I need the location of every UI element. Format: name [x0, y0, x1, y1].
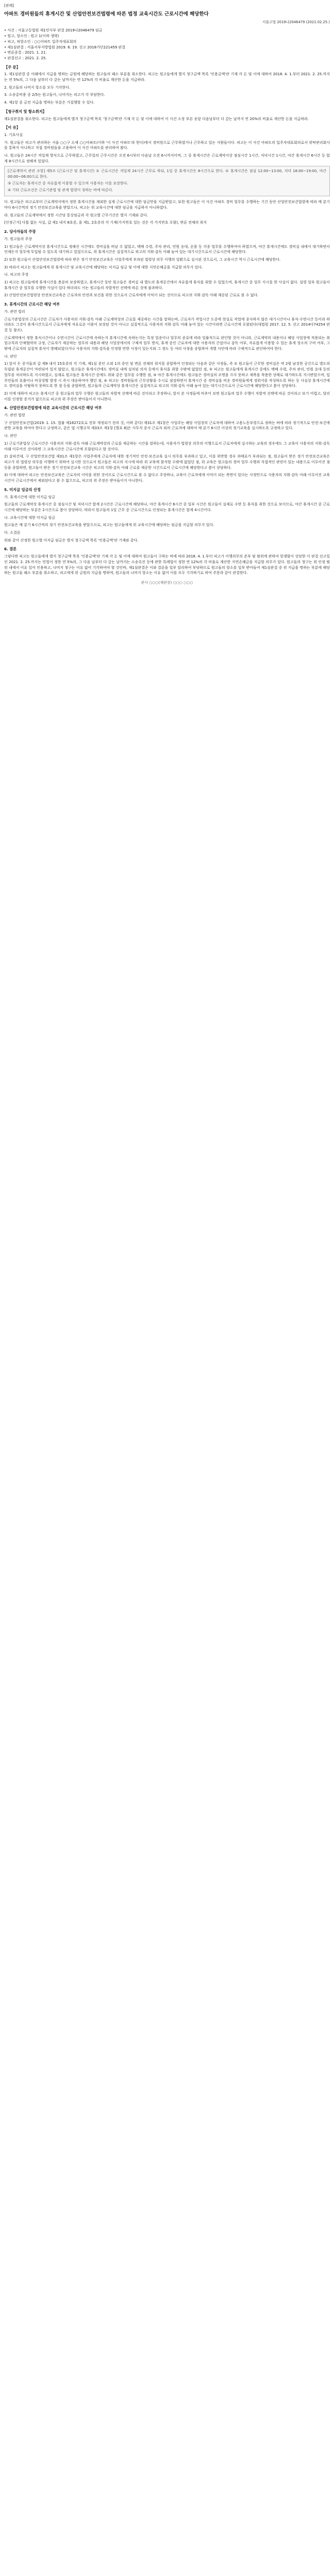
section-heading: 3. 휴게시간의 근로시간 해당 여부 — [4, 302, 60, 307]
body-paragraph: 다. 원고들은 피고로부터 근로계약서에서 정한 휴게시간을 제외한 실제 근로시간에 대한 임금만을 지급받았고, 또한 원고들은 이 사건 아파트 경비 업무를 수행하는 기간 동안 산업안전보건법령에 따라 매 분기마다 6시간씩의 정기 안전보건교육을 받았으나, 피고는 위 교육시간에 대한 임금을 지급하지 아니하였다. — [4, 200, 330, 210]
body-paragraph: 가. 원고들의 주장 — [4, 236, 32, 241]
body-paragraph: 나. 판단 — [4, 434, 17, 438]
section-heading: 4. 산업안전보건법령에 따른 교육시간의 근로시간 해당 여부 — [4, 405, 102, 411]
section-heading: 【청구취지 및 항소취지】 — [4, 109, 46, 114]
body-paragraph: 그렇다면 피고는 원고들에게 별지 청구금액 목록 '인용금액'란 기재 각 돈 및 이에 대하여 원고들이 구하는 바에 따라 2018. 4. 1.부터 피고가 이행의무의 존부 및 범위에 관하여 항쟁함이 상당한 이 판결 선고일인 2021. 2. 25.까지는 민법이 정한 연 5%의, 그 다음 날부터 다 갚는 날까지는 소송촉진 등에 관한 특례법이 정한 연 12%의 각 비율로 계산한 지연손해금을 지급할 의무가 있다. 원고들의 청구는 위 인정 범위 내에서 이유 있어 인용하고, 나머지 청구는 이유 없어 기각하여야 할 것인바, 제1심판결은 이와 결론을 일부 달리하여 부당하므로 원고들의 항소를 일부 받아들여 제1심판결 중 위 지급을 명하는 부분에 해당하는 원고들 패소 부분을 취소하고, 피고에게 위 금원의 지급을 명하며, 원고들의 나머지 항소는 이유 없어 이를 모두 기각하기로 하여 주문과 같이 판결한다. — [4, 554, 330, 575]
body-paragraph: 근로계약에서 정한 휴식시간이나 수면시간이 근로시간에 속하는지 휴게시간에 속하는지는 특정 업종이나 업무의 종류에 따라 일률적으로 판단할 것이 아니라, 근로계약의 내용이나 해당 사업장에 적용되는 취업규칙과 단체협약의 규정, 근로자가 제공하는 업무의 내용과 해당 사업장에서의 구체적 업무 방식, 휴게 중인 근로자에 대한 사용자의 간섭이나 감독 여부, 자유롭게 이용할 수 있는 휴게 장소의 구비 여부, 그 밖에 근로자의 실질적 휴식이 방해되었다거나 사용자의 지휘·감독을 인정할 만한 사정이 있는지와 그 정도 등 여러 사정을 종합하여 개별 사안에 따라 구체적으로 판단하여야 한다. — [4, 335, 330, 351]
body-paragraph: 2. 원고들의 나머지 항소를 모두 기각한다. — [4, 85, 71, 90]
body-paragraph: 2) 살피건대, 구 산업안전보건법 제31조 제1항은 사업주에게 근로자에 대한 정기적인 안전·보건교육 실시 의무를 부과하고 있고, 이를 위반할 경우 과태료가 부과되는 점, 원고들이 받은 정기 안전보건교육은 피고가 위 법령상 의무를 이행하기 위하여 실시한 것으로서 원고들은 피고의 지시에 따라 위 교육에 참석할 수밖에 없었던 점, 위 교육은 원고들의 경비 업무 수행과 직접적인 관련이 있는 내용으로 이루어진 점 등을 종합하면, 원고들이 받은 정기 안전보건교육 시간은 피고의 지휘·감독 아래 근로를 제공한 시간으로서 근로시간에 해당한다고 봄이 상당하다. — [4, 454, 330, 470]
section-heading: 【이 유】 — [4, 125, 20, 130]
body-paragraph: 원고들의 근로계약상 휴게시간 중 점심시간 및 저녁시간 합계 2시간은 근로시간에 해당하나, 야간 휴게시간 6시간 중 일부 시간은 원고들이 실제로 수면 등 휴식을 취한 것으로 보이므로, 야간 휴게시간 중 근로시간에 해당하는 부분은 2시간으로 봄이 상당하다. 따라서 원고들의 1일 근무 중 근로시간으로 인정되는 휴게시간은 합계 4시간이다. — [4, 502, 330, 512]
document-section — [4, 405, 330, 483]
body-paragraph: 4. 제1항 중 금전 지급을 명하는 부분은 가집행할 수 있다. — [4, 100, 95, 105]
body-paragraph: 2) 이에 대하여 피고는 휴게시간 중 원고들의 업무 수행은 원고들의 자발적 선택에 따른 것이라고 주장하나, 앞서 본 사정들에 비추어 보면 원고들의 업무 수행이 자발적 선택에 따른 것이라고 보기 어렵고, 달리 이를 인정할 증거가 없으므로 피고의 위 주장은 받아들이지 아니한다. — [4, 391, 330, 401]
document-section — [4, 199, 330, 226]
body-paragraph: 1. 기초사실 — [4, 132, 23, 137]
body-paragraph: 1) 원고들은 근로계약서상 휴게시간으로 정해진 시간에도 경비실을 떠날 수 없었고, 택배 수령, 주차 관리, 민원 응대, 순찰 등 각종 업무를 수행하여야 하였으며, 야간 휴게시간에도 경비실 내에서 대기하면서 언제든지 업무에 투입될 수 있도록 대기하고 있었으므로, 위 휴게시간은 실질적으로 피고의 지휘·감독 아래 놓여 있는 대기시간으로서 근로시간에 해당한다. — [4, 244, 330, 255]
document-section — [4, 229, 330, 298]
body-paragraph: 나. 교육시간에 대한 미지급 임금 — [4, 515, 56, 520]
body-paragraph: 2) 산업안전보건법령상 안전보건교육은 근로자의 안전과 보건을 위한 것으로서 근로자에게 이익이 되는 것이므로 피고의 지휘·감독 아래 제공된 근로로 볼 수 없다. — [4, 293, 259, 298]
body-paragraph: 가. 원고들은 피고가 관리하는 서울 ○○구 소재 ○○아파트(이하 '이 사건 아파트'라 한다)에서 경비원으로 근무하였거나 근무하고 있는 사람들이다. 피고는 이 사건 아파트의 입주자대표회의로서 위탁관리회사를 통하지 아니하고 직접 경비원들을 고용하여 이 사건 아파트를 관리하여 왔다. — [4, 140, 330, 150]
body-paragraph: 3) 따라서 피고는 원고들에게 위 휴게시간 및 교육시간에 해당하는 미지급 임금 및 이에 대한 지연손해금을 지급할 의무가 있다. — [4, 265, 203, 269]
body-paragraph: 가. 관련 법령 — [4, 413, 25, 418]
body-paragraph: 구 산업안전보건법(2019. 1. 15. 법률 제16272호로 전부 개정되기 전의 것, 이하 같다) 제31조 제1항은 사업주는 해당 사업장의 근로자에 대하여 고용노동부령으로 정하는 바에 따라 정기적으로 안전·보건에 관한 교육을 하여야 한다고 규정하고, 같은 법 시행규칙 제33조 제1항 [별표 8]은 사무직 종사 근로자 외의 근로자에 대하여 매 분기 6시간 이상의 정기교육을 실시하도록 규정하고 있다. — [4, 420, 330, 431]
body-paragraph: 1. 제1심판결 중 아래에서 지급을 명하는 금원에 해당하는 원고들의 패소 부분을 취소한다. 피고는 원고들에게 별지 청구금액 목록 '인용금액'란 기재 각 돈 및 이에 대하여 2018. 4. 1.부터 2021. 2. 25.까지는 연 5%의, 그 다음 날부터 다 갚는 날까지는 연 12%의 각 비율로 계산한 돈을 지급하라. — [4, 72, 330, 82]
case-meta-item: • 제1심판결 : 서울서부지방법원 2019. 6. 19. 선고 2018가단221459 판결 — [4, 45, 126, 49]
document-section — [4, 125, 330, 164]
case-meta-item: • 판결선고 : 2021. 2. 25. — [4, 56, 47, 60]
document-section — [4, 65, 330, 106]
document-section — [4, 166, 330, 196]
quoted-clause-box — [4, 166, 330, 196]
title-block — [4, 3, 330, 25]
quoted-clause-line: [근로계약서 관련 조항] 제5조 (근로시간 및 휴게시간) ① 근로시간은 격일제 24시간 근무로 하되, 1일 중 휴게시간은 8시간으로 한다. ② 휴게시간은 점심 12:00~13:00, 저녁 18:00~19:00, 야간 00:00~06:00으로 한다. — [8, 169, 326, 179]
judges-line: 판사 ○○○(재판장) ○○○ ○○○ — [141, 580, 193, 585]
body-paragraph: 근로기준법상의 근로시간은 근로자가 사용자의 지휘·감독 아래 근로계약상의 근로를 제공하는 시간을 말하는바, 근로자가 작업시간 도중에 현실로 작업에 종사하지 않은 대기시간이나 휴식·수면시간 등이라 하더라도 그것이 휴게시간으로서 근로자에게 자유로운 이용이 보장된 것이 아니고 실질적으로 사용자의 지휘·감독 아래 놓여 있는 시간이라면 근로시간에 포함된다(대법원 2017. 12. 5. 선고 2014다74254 판결 등 참조). — [4, 317, 330, 332]
body-paragraph: 가. 휴게시간에 대한 미지급 임금 — [4, 495, 56, 499]
section-heading: 【주 문】 — [4, 64, 20, 70]
body-paragraph: 1) 근로기준법상 근로시간은 사용자의 지휘·감독 아래 근로계약상의 근로를 제공하는 시간을 말하는데, 사용자가 법령상 의무의 이행으로서 근로자에게 실시하는 교육의 경우에도 그 교육이 사용자의 지휘·감독 아래 이루어진 것이라면 그 교육시간은 근로시간에 포함된다고 할 것이다. — [4, 441, 330, 451]
body-paragraph: 2) 또한 원고들이 산업안전보건법령에 따라 받은 정기 안전보건교육은 사업주에게 부과된 법령상 의무 이행의 일환으로 실시된 것으로서, 그 교육시간 역시 근로시간에 해당한다. — [4, 257, 281, 262]
document-section — [4, 302, 330, 402]
case-number: 서울고법 2019나2046479 (2021.02.25.) — [262, 20, 330, 24]
quoted-clause-line: ③ 근로자는 휴게시간 중 자유롭게 이용할 수 있으며 사용자는 이를 보장한다. — [8, 181, 128, 185]
body-paragraph: 다. 소결론 — [4, 531, 21, 535]
case-meta-item: • 사건 : 서울고등법원 제1민사부 판결 2019나2046479 임금 — [4, 28, 103, 33]
body-paragraph: 나. 피고의 주장 — [4, 273, 29, 277]
page-title: 아파트 경비원들의 휴게시간 및 산업안전보건법령에 따른 법정 교육시간도 근로시간에 해당한다 — [4, 11, 209, 17]
article-tag: [판례] — [4, 4, 14, 8]
body-paragraph: 나. 원고들은 24시간 격일제 방식으로 근무하였고, 근무일의 근무시간은 오전 6시부터 다음날 오전 6시까지이며, 그 중 휴게시간은 근로계약서상 점심시간 1시간, 저녁시간 1시간, 야간 휴게시간 6시간 등 합계 8시간으로 정해져 있었다. — [4, 154, 330, 163]
body-paragraph: [인정근거] 다툼 없는 사실, 갑 제1 내지 8호증, 을 제1, 2호증의 각 기재(가지번호 있는 것은 각 가지번호 포함), 변론 전체의 취지 — [4, 221, 207, 225]
section-heading: 2. 당사자들의 주장 — [4, 229, 36, 234]
body-paragraph: 3. 소송총비용 중 2/5는 원고들이, 나머지는 피고가 각 부담한다. — [4, 93, 105, 97]
body-paragraph: 1) 앞서 든 증거들과 갑 제9 내지 15호증의 각 기재, 제1심 증인 소외 1의 증언 및 변론 전체의 취지를 종합하여 인정되는 다음과 같은 사정들, 즉 ① 원고들이 근무한 경비실은 약 2평 남짓한 공간으로 별도의 독립된 휴게공간이 마련되어 있지 않았고, 원고들은 휴게시간에도 경비실 내에 설치된 의자 등에서 휴식을 취할 수밖에 없었던 점, ② 피고는 원고들에게 휴게시간 중에도 택배 수령, 주차 관리, 민원 응대 등의 업무를 처리하도록 지시하였고, 실제로 원고들은 휴게시간 중에도 위와 같은 업무를 수행한 점, ③ 야간 휴게시간에도 원고들은 경비실의 조명을 끄지 못하고 제복을 착용한 상태로 대기하도록 지시받았으며, 입주민들의 호출이나 비상상황 발생 시 즉시 대응하여야 했던 점, ④ 피고는 경비원들의 근무상황을 수시로 점검하면서 휴게시간 중 경비실을 비운 경비원들에게 경위서를 작성하도록 하는 등 사실상 휴게시간에도 경비실을 이탈하지 못하도록 한 점 등을 종합하면, 원고들의 근로계약상 휴게시간은 실질적으로 피고의 지휘·감독 아래 놓여 있는 대기시간으로서 근로시간에 해당한다고 봄이 상당하다. — [4, 362, 330, 388]
case-meta-item: • 피고, 피항소인 : ○○아파트 입주자대표회의 — [4, 39, 77, 44]
body-paragraph: 1) 피고는 원고들에게 휴게시간을 충분히 보장하였고, 휴게시간 동안 원고들은 경비실 내 별도의 휴게공간에서 자유롭게 휴식을 취할 수 있었으며, 휴게시간 중 업무 지시를 한 사실이 없다. 설령 일부 원고들이 휴게시간 중 업무를 수행한 사실이 있다 하더라도 이는 원고들의 자발적인 선택에 따른 것에 불과하다. — [4, 280, 330, 290]
body-paragraph: 가. 관련 법리 — [4, 309, 25, 314]
body-paragraph: 원고들은 매 분기 6시간씩의 정기 안전보건교육을 받았으므로, 피고는 원고들에게 위 교육시간에 해당하는 임금을 지급할 의무가 있다. — [4, 523, 214, 528]
case-meta-item: • 원고, 항소인 : 원고 1(이하 생략) — [4, 34, 59, 39]
document-body — [4, 65, 330, 576]
document-page — [0, 0, 334, 590]
body-paragraph: 위와 같이 산정한 원고별 미지급 임금은 별지 청구금액 목록 '인용금액'란 기재와 같다. — [4, 538, 139, 543]
body-paragraph: 제1심판결을 취소한다. 피고는 원고들에게 별지 청구금액 목록 '청구금액'란 기재 각 돈 및 이에 대하여 이 사건 소장 부본 송달 다음날부터 다 갚는 날까지 연 20%의 비율로 계산한 돈을 지급하라. — [4, 116, 309, 121]
case-meta-item: • 변론종결 : 2021. 1. 21. — [4, 50, 47, 55]
document-section — [4, 547, 330, 576]
quoted-clause-line: ④ 기타 근로조건은 근로기준법 및 관계 법령이 정하는 바에 따른다. — [8, 188, 113, 192]
document-section — [4, 109, 330, 122]
body-paragraph: 3) 이에 대하여 피고는 안전보건교육은 근로자의 이익을 위한 것이므로 근로시간으로 볼 수 없다고 주장하나, 교육이 근로자에게 이익이 되는 측면이 있다는 사정만으로 사용자의 지휘·감독 아래 이루어진 교육시간이 근로시간에서 제외된다고 볼 수 없으므로, 피고의 위 주장은 받아들이지 아니한다. — [4, 473, 330, 483]
document-section — [4, 487, 330, 544]
body-paragraph: 나. 판단 — [4, 354, 17, 359]
case-meta-list — [4, 28, 330, 61]
body-paragraph: 라. 원고들의 근로계약에서 정한 시간당 통상임금과 각 원고별 근무기간은 별지 기재와 같다. — [4, 213, 148, 217]
section-heading: 5. 미지급 임금의 산정 — [4, 487, 41, 492]
section-heading: 6. 결론 — [4, 547, 17, 552]
